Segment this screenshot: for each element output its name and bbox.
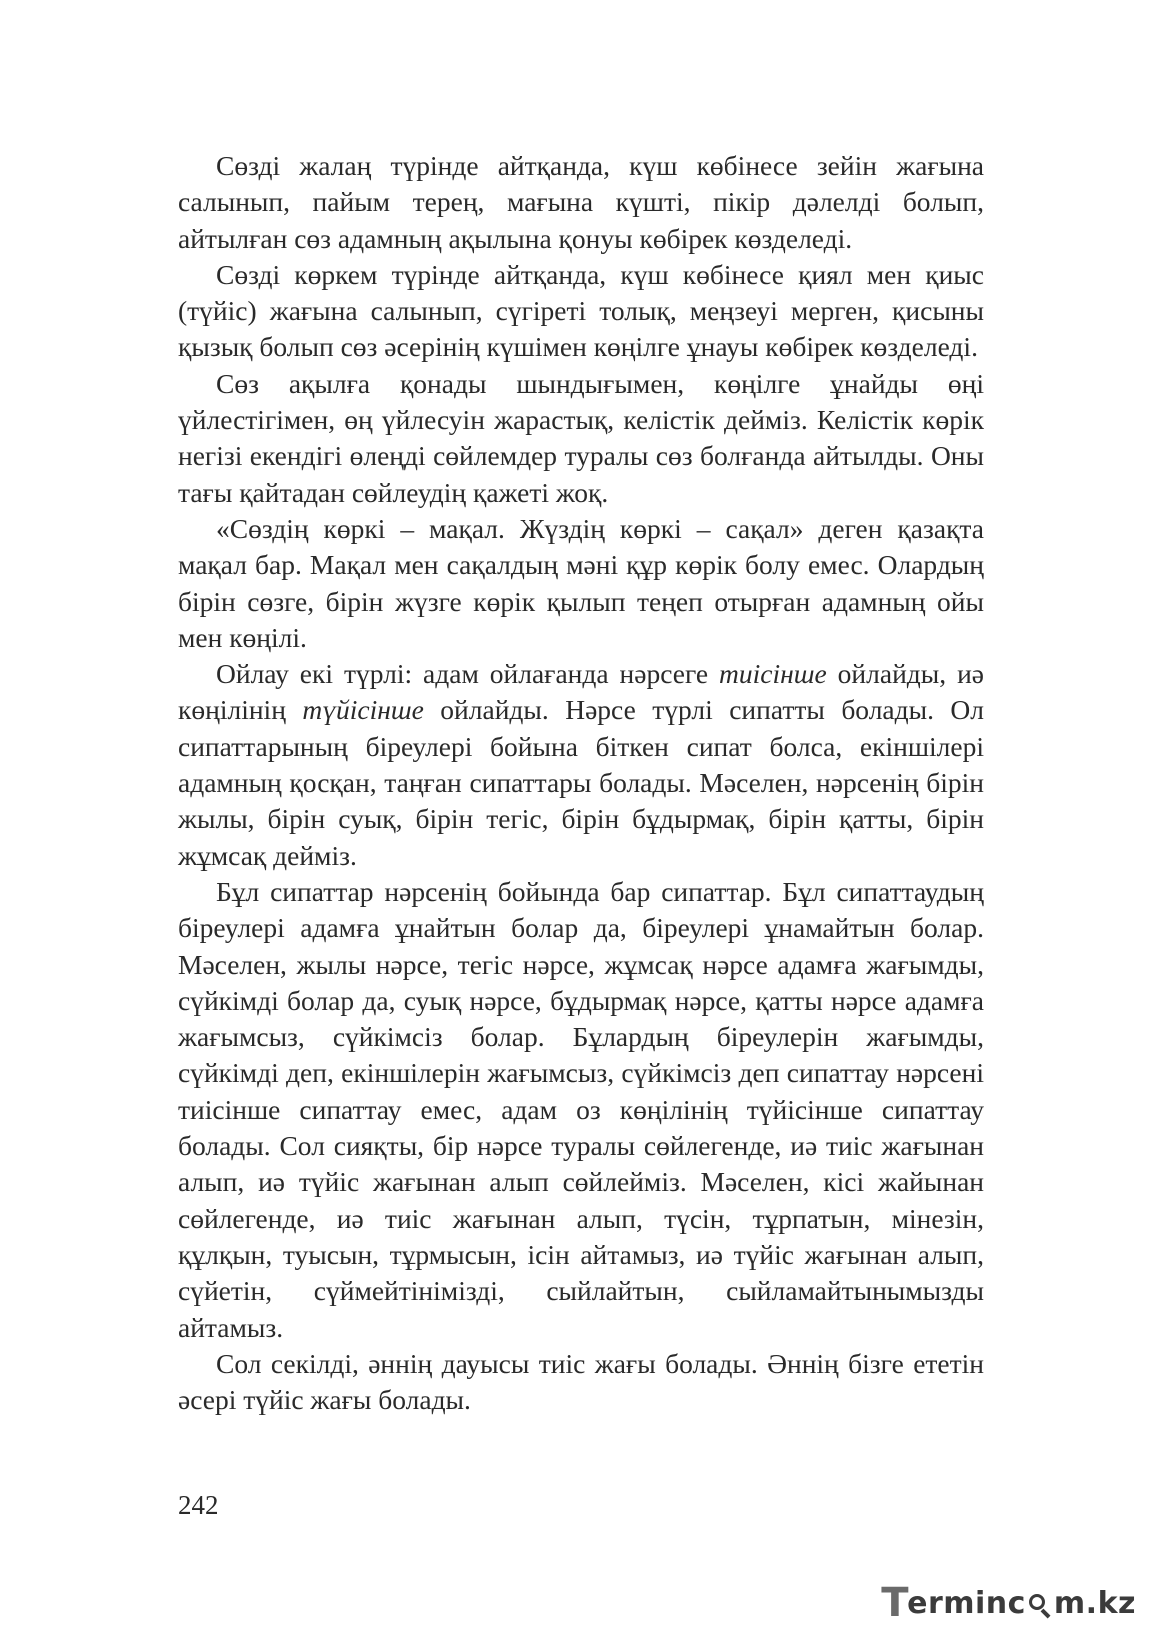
paragraph-text: Сөз ақылға қонады шындығымен, көңілге ұнайды өңі үйлестігімен, өң үйлесуін жарастық, келістік дейміз. Келістік көрік негізі екендігі өлеңді сөйлемдер туралы сөз болғанда айтылды. Оны тағы қайтадан сөйлеудің қажеті жоқ.: [178, 367, 984, 508]
paragraph-text: ойлайды, иә көңілінің: [178, 658, 984, 726]
italic-term-tiisinshe: тиісінше: [719, 658, 827, 690]
body-text: [178, 148, 984, 1418]
paragraph-text: Ойлау екі түрлі: адам ойлағанда нәрсеге: [216, 658, 720, 690]
paragraph-7: [178, 1346, 984, 1419]
paragraph-2: [178, 257, 984, 366]
paragraph-text: Бұл сипаттар нәрсенің бойында бар сипаттар. Бұл сипаттаудың біреулері адамға ұнайтын болар да, біреулері ұнамайтын болар. Мәселен, жылы нәрсе, тегіс нәрсе, жұмсақ нәрсе адамға жағымды, сүйкімді болар да, суық нәрсе, бұдырмақ нәрсе, қатты нәрсе адамға жағымсыз, сүйкімсіз болар. Бұлардың біреулерін жағымды, сүйкімді деп, екіншілерін жағымсыз, сүйкімсіз деп сипаттау нәрсені тиісінше сипаттау емес, адам оз көңілінің түйісінше сипаттау болады. Сол сияқты, бір нәрсе туралы сөйлегенде, иә тиіс жағынан алып, иә түйіс жағынан алып сөйлейміз. Мәселен, кісі жайынан сөйлегенде, иә тиіс жағынан алып, түсін, тұрпатын, мінезін, құлқын, туысын, тұрмысын, ісін айтамыз, иә түйіс жағынан алып, сүйетін, сүймейтінімізді, сыйлайтын, сыйламайтынымызды айтамыз.: [178, 875, 984, 1343]
watermark-text-tail: m.kz: [1053, 1585, 1136, 1621]
watermark-text-middle: erminc: [907, 1585, 1026, 1621]
paragraph-text: «Сөздің көркі – мақал. Жүздің көркі – сақал» деген қазақта мақал бар. Мақал мен сақалдың мәні құр көрік болу емес. Олардың бірін сөзге, бірін жүзге көрік қылып теңеп отырған адамның ойы мен көңілі.: [178, 512, 984, 653]
magnifier-icon: [1027, 1588, 1053, 1618]
paragraph-text: Сол секілді, әннің дауысы тиіс жағы болады. Әннің бізге ететін әсері түйіс жағы болады.: [178, 1347, 984, 1416]
italic-term-tuiisinshe: түйісінше: [302, 694, 424, 726]
paragraph-6: [178, 874, 984, 1346]
paragraph-4: [178, 511, 984, 656]
paragraph-text: ойлайды. Нәрсе түрлі сипатты болады. Ол сипаттарының біреулері бойына біткен сипат болса, екіншілері адамның қосқан, таңған сипаттары болады. Мәселен, нәрсенің бірін жылы, бірін суық, бірін тегіс, бірін бұдырмақ, бірін қатты, бірін жұмсақ дейміз.: [178, 694, 985, 871]
paragraph-text: Сөзді жалаң түрінде айтқанда, күш көбінесе зейін жағына салынып, пайым терең, мағына күшті, пікір дәлелді болып, айтылған сөз адамның ақылына қонуы көбірек көзделеді.: [178, 150, 984, 254]
page-number: 242: [178, 1490, 219, 1520]
paragraph-text: Сөзді көркем түрінде айтқанда, күш көбінесе қиял мен қиыс (түйіс) жағына салынып, сүгіреті толық, меңзеуі мерген, қисыны қызық болып сөз әсерінің күшімен көңілге ұнауы көбірек көзделеді.: [178, 258, 984, 363]
paragraph-3: [178, 366, 984, 511]
watermark-logo: [881, 1581, 1136, 1625]
watermark-lead-letter: T: [881, 1580, 910, 1626]
paragraph-1: [178, 148, 984, 257]
paragraph-5: [178, 656, 984, 874]
